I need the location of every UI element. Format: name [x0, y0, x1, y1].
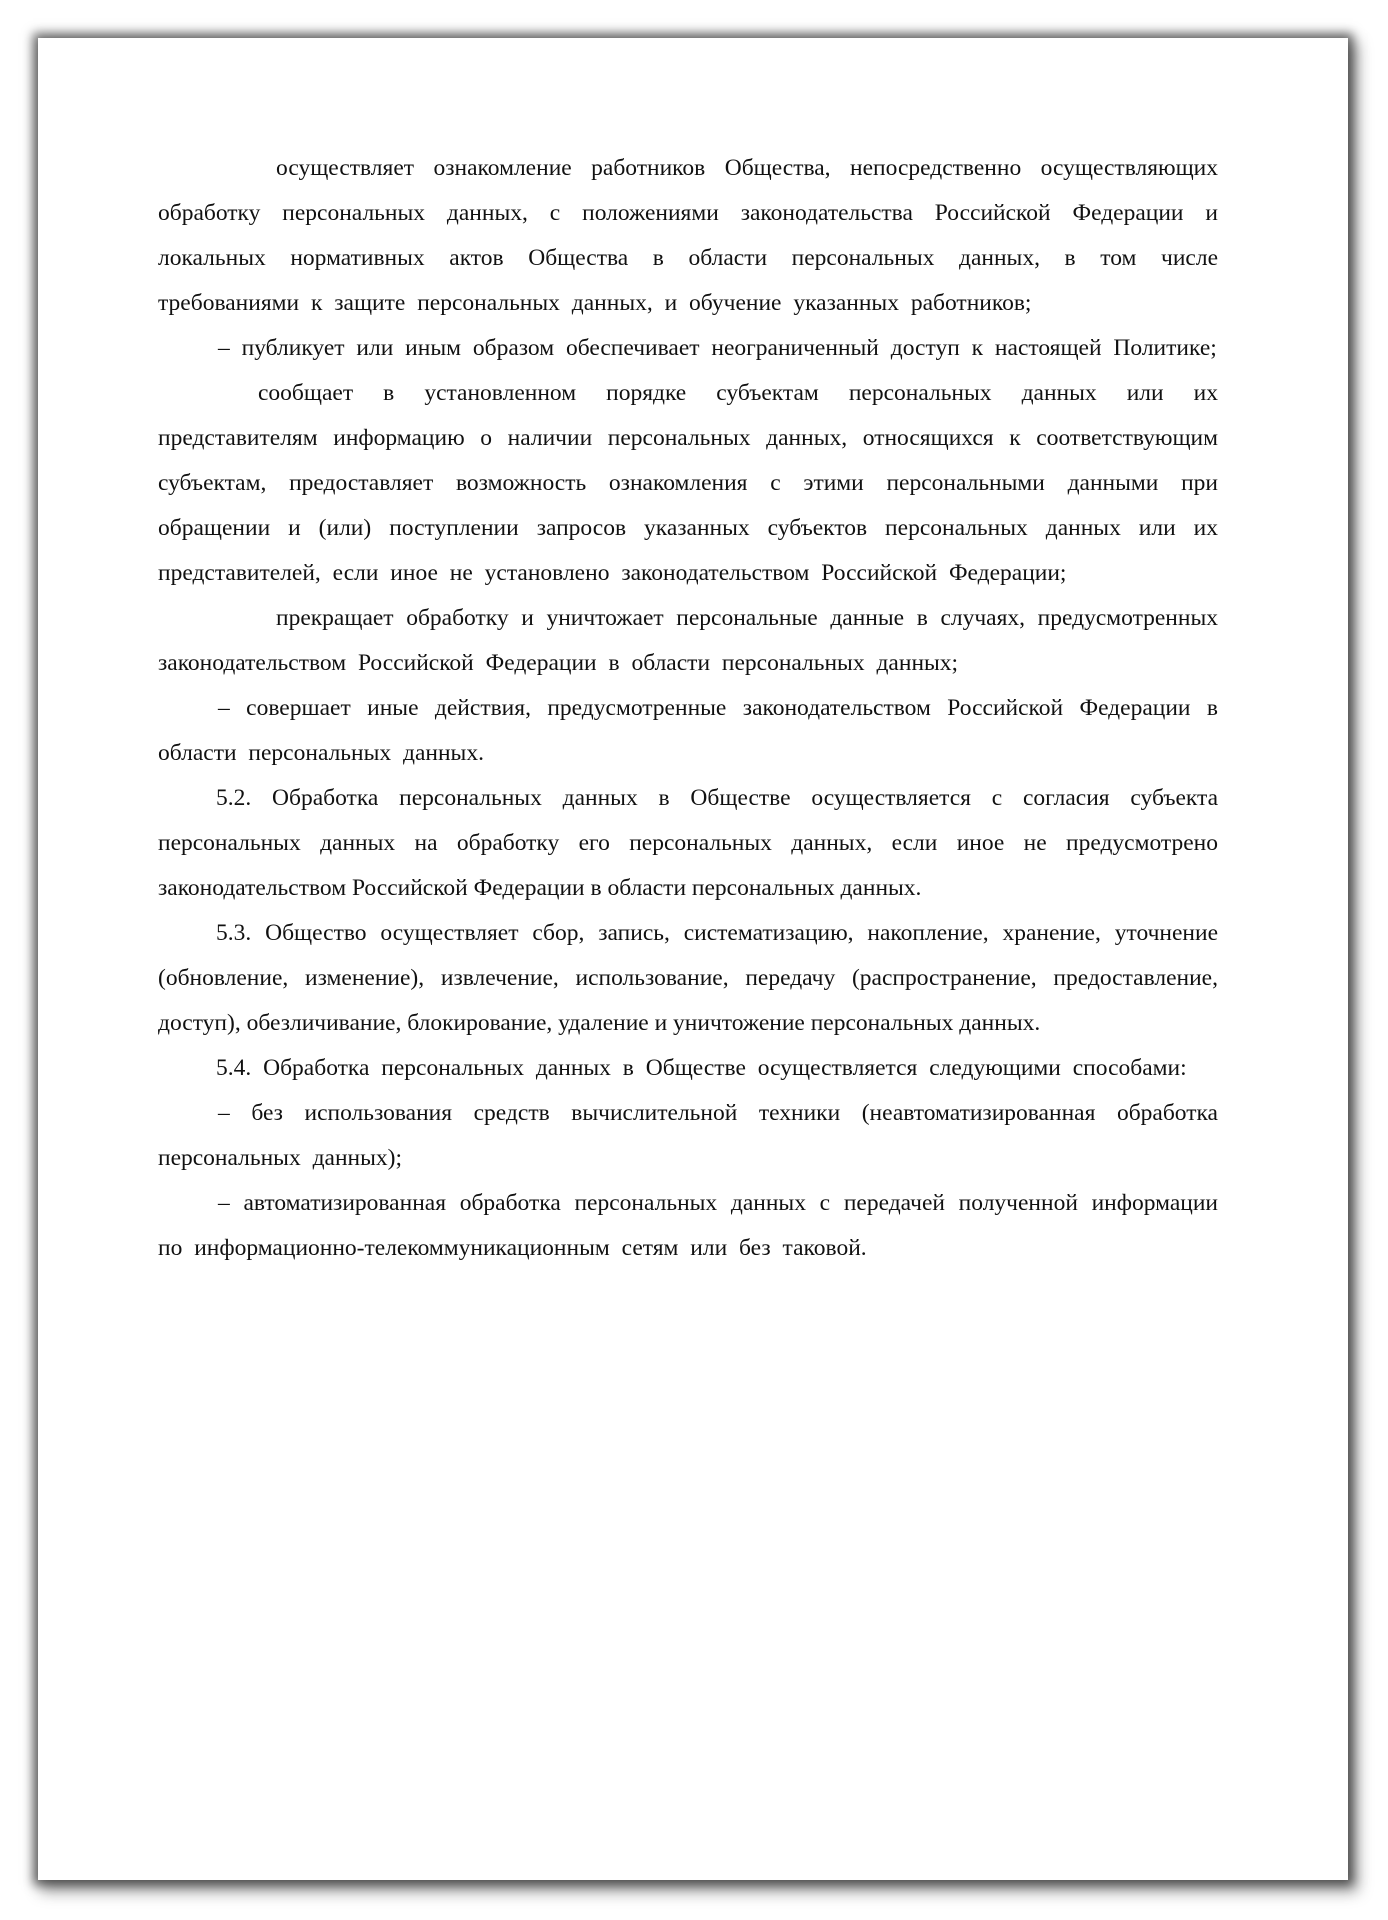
paragraph-5-3: 5.3. Общество осуществляет сбор, запись, систематизацию, накопление, хранение, уточнение (обновление, изменение), извлечение, использование, передачу (распространение, предоставление, доступ), обезличивание, блокирование, удаление и уничтожение персональных данных. [158, 920, 1218, 1036]
paragraph-inform-subjects: сообщает в установленном порядке субъектам персональных данных или их представителям информацию о наличии персональных данных, относящихся к соответствующим субъектам, предоставляет возможность ознакомления с этими персональными данными при обращении и (или) поступлении запросов указанных субъектов персональных данных или их представителей, если иное не установлено законодательством Российской Федерации; [158, 380, 1218, 586]
paragraph-other-actions: – совершает иные действия, предусмотренные законодательством Российской Федерации в области персональных данных. [158, 695, 1218, 766]
paragraph-acquaint-employees: осуществляет ознакомление работников Общества, непосредственно осуществляющих обработку персональных данных, с положениями законодательства Российской Федерации и локальных нормативных актов Общества в области персональных данных, в том числе требованиями к защите персональных данных, и обучение указанных работников; [158, 155, 1218, 316]
document-body [158, 146, 1218, 1271]
paragraph-automated-processing: – автоматизированная обработка персональных данных с передачей полученной информации по информационно-телекоммуникационным сетям или без таковой. [158, 1190, 1218, 1261]
paragraph-stop-processing: прекращает обработку и уничтожает персональные данные в случаях, предусмотренных законодательством Российской Федерации в области персональных данных; [158, 605, 1218, 676]
document-page [38, 38, 1348, 1880]
paragraph-5-2: 5.2. Обработка персональных данных в Обществе осуществляется с согласия субъекта персональных данных на обработку его персональных данных, если иное не предусмотрено законодательством Российской Федерации в области персональных данных. [158, 785, 1218, 901]
paragraph-publish-policy: – публикует или иным образом обеспечивает неограниченный доступ к настоящей Политике; [218, 335, 1217, 361]
paragraph-manual-processing: – без использования средств вычислительной техники (неавтоматизированная обработка персональных данных); [158, 1100, 1218, 1171]
paragraph-5-4: 5.4. Обработка персональных данных в Обществе осуществляется следующими способами: [216, 1055, 1187, 1081]
